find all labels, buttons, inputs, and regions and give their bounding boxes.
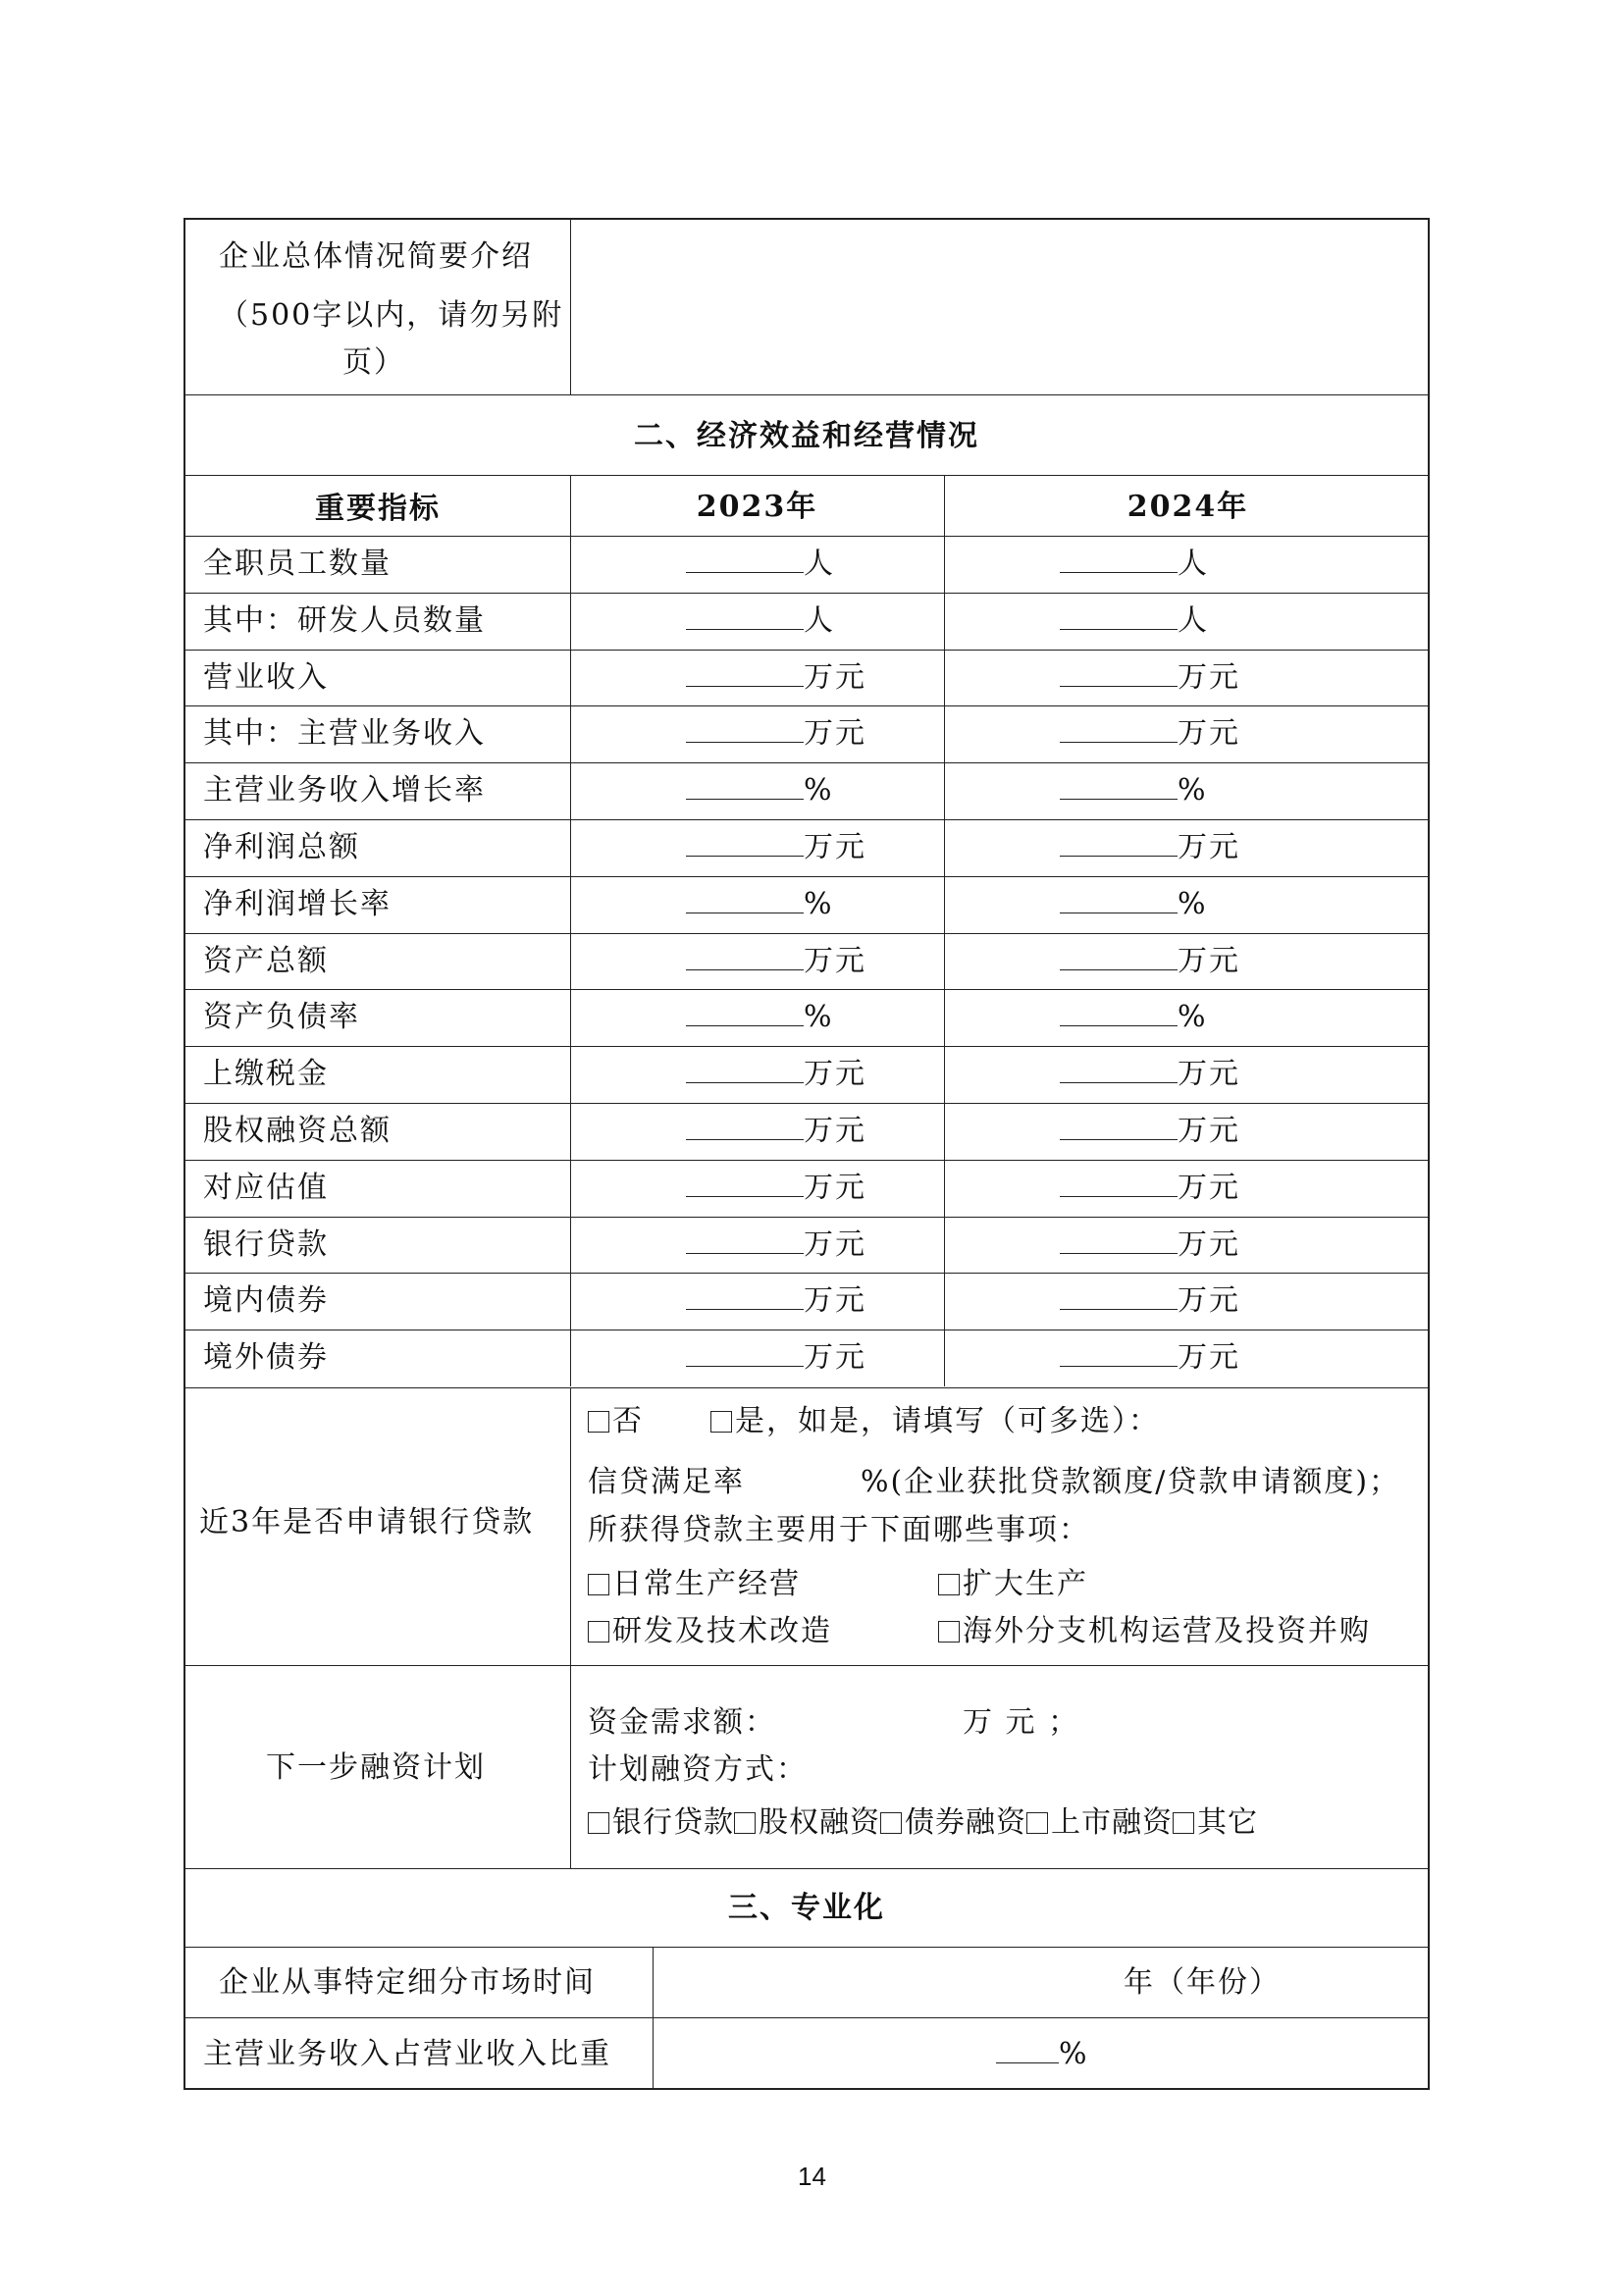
value-2023-unit: %: [804, 886, 834, 921]
value-2024-blank[interactable]: [1060, 1169, 1178, 1197]
indicator-label: 主营业务收入增长率: [203, 773, 486, 808]
opt3-checkbox[interactable]: [588, 1621, 609, 1643]
value-2023-unit: 人: [804, 602, 835, 638]
value-2023-blank[interactable]: [686, 942, 804, 970]
indicator-label: 银行贷款: [203, 1226, 329, 1262]
table-row: [185, 876, 1428, 933]
value-2024-unit: 万元: [1178, 1170, 1240, 1205]
indicator-label: 股权融资总额: [203, 1114, 392, 1148]
demand-unit: 万 元 ；: [963, 1705, 1080, 1740]
value-2024-unit: %: [1178, 773, 1208, 808]
indicator-label: 上缴税金: [203, 1057, 329, 1092]
value-2023: [686, 1226, 866, 1265]
value-2023-blank[interactable]: [686, 1226, 804, 1254]
value-2024: [1060, 1281, 1240, 1321]
loan-label: 近3年是否申请银行贷款: [199, 1505, 535, 1539]
value-2024: [1060, 601, 1209, 641]
value-2023: [686, 942, 866, 981]
method-options: [588, 1803, 1258, 1843]
table-row: [185, 1046, 1428, 1103]
value-2024: [1060, 942, 1240, 981]
value-2023: [686, 885, 834, 924]
table-row: [185, 705, 1428, 762]
value-2024-unit: 万元: [1178, 659, 1240, 695]
table-row: [185, 819, 1428, 876]
no-label: 否: [612, 1404, 644, 1438]
loan-opt4-wrap: [938, 1612, 1371, 1651]
value-2024-blank[interactable]: [1060, 1226, 1178, 1254]
table-row: [185, 593, 1428, 650]
opt2-label: 扩大生产: [963, 1567, 1088, 1601]
spec-time-value[interactable]: 年（年份）: [1124, 1965, 1281, 2000]
value-2024: [1060, 1055, 1240, 1094]
indicator-label: 资产负债率: [203, 1000, 360, 1035]
value-2024-blank[interactable]: [1060, 885, 1178, 913]
indicator-label: 全职员工数量: [203, 547, 392, 581]
financing-label: 下一步融资计划: [266, 1750, 486, 1785]
page-number: 14: [798, 2162, 826, 2191]
method-checkbox[interactable]: [880, 1812, 902, 1834]
credit-rate-label: 信贷满足率: [588, 1465, 745, 1499]
credit-rate-note: %(企业获批贷款额度/贷款申请额度)；: [861, 1465, 1401, 1499]
intro-input-area[interactable]: [572, 220, 1428, 394]
indicator-label: 净利润总额: [203, 830, 360, 864]
table-row: [185, 933, 1428, 990]
value-2024-blank[interactable]: [1060, 714, 1178, 743]
method-label: 计划融资方式：: [588, 1752, 808, 1787]
loan-row: [185, 1387, 1428, 1665]
value-2024: [1060, 828, 1240, 867]
value-2024-unit: 万元: [1178, 1114, 1240, 1148]
value-2023-blank[interactable]: [686, 998, 804, 1026]
method-option-label: 债券融资: [905, 1805, 1026, 1840]
method-checkbox[interactable]: [1026, 1812, 1048, 1834]
value-2024: [1060, 714, 1240, 754]
value-2024: [1060, 771, 1208, 810]
value-2024-unit: 万元: [1178, 1057, 1240, 1092]
value-2024-blank[interactable]: [1060, 998, 1178, 1026]
section2-title: 二、经济效益和经营情况: [634, 419, 979, 453]
value-2023: [686, 1169, 866, 1208]
value-2024-blank[interactable]: [1060, 1112, 1178, 1140]
yes-label: 是，如是，请填写（可多选）：: [735, 1404, 1160, 1438]
value-2023: [686, 998, 834, 1037]
form-table: [183, 218, 1430, 2090]
value-2024-unit: 万元: [1178, 1283, 1240, 1319]
financing-row: [185, 1665, 1428, 1868]
indicator-label: 营业收入: [203, 659, 329, 695]
value-2023-blank[interactable]: [686, 601, 804, 630]
value-2023-unit: 万元: [804, 1057, 866, 1092]
value-2023-unit: 万元: [804, 659, 866, 695]
spec-ratio-blank[interactable]: [996, 2035, 1059, 2063]
value-2024: [1060, 885, 1208, 924]
value-2023: [686, 1281, 866, 1321]
value-2023-blank[interactable]: [686, 1281, 804, 1310]
value-2023: [686, 1055, 866, 1094]
intro-row: [185, 220, 1428, 394]
table-row: [185, 1330, 1428, 1386]
value-2023-blank[interactable]: [686, 1055, 804, 1083]
method-checkbox[interactable]: [734, 1812, 756, 1834]
header-2024: 2024年: [1126, 490, 1249, 524]
table2-header-row: [185, 475, 1428, 536]
value-2023-unit: 万元: [804, 1340, 866, 1376]
method-option-label: 其它: [1197, 1805, 1258, 1840]
demand-label: 资金需求额：: [588, 1705, 776, 1740]
value-2024-unit: 人: [1178, 547, 1209, 581]
value-2024: [1060, 1338, 1240, 1378]
value-2023-unit: 万元: [804, 1283, 866, 1319]
intro-label-line1: 企业总体情况简要介绍: [219, 239, 533, 274]
value-2024-blank[interactable]: [1060, 658, 1178, 687]
value-2023-blank[interactable]: [686, 1338, 804, 1367]
value-2024-blank[interactable]: [1060, 942, 1178, 970]
indicator-label: 境外债券: [203, 1340, 329, 1376]
value-2023-unit: 万元: [804, 1226, 866, 1262]
intro-label-line2: （500字以内，请勿另附: [219, 298, 564, 333]
value-2023-unit: 人: [804, 547, 835, 581]
value-2024-blank[interactable]: [1060, 771, 1178, 800]
table-row: [185, 650, 1428, 706]
spec-row-time: [185, 1947, 1428, 2017]
indicator-label: 其中：研发人员数量: [203, 602, 486, 638]
value-2024: [1060, 1112, 1240, 1151]
opt4-checkbox[interactable]: [938, 1621, 960, 1643]
value-2024: [1060, 1169, 1240, 1208]
value-2023: [686, 828, 866, 867]
value-2024-unit: %: [1178, 886, 1208, 921]
loan-opt1-wrap: [588, 1565, 801, 1604]
value-2024-blank[interactable]: [1060, 1281, 1178, 1310]
value-2024-unit: 万元: [1178, 1340, 1240, 1376]
value-2024-unit: 人: [1178, 602, 1209, 638]
value-2023-unit: 万元: [804, 943, 866, 978]
value-2023-unit: %: [804, 773, 834, 808]
loan-opt2-wrap: [938, 1565, 1088, 1604]
spec-time-label: 企业从事特定细分市场时间: [219, 1965, 596, 2000]
indicator-label: 净利润增长率: [203, 886, 392, 921]
value-2024-blank[interactable]: [1060, 1338, 1178, 1367]
opt2-checkbox[interactable]: [938, 1574, 960, 1595]
value-2023: [686, 1112, 866, 1151]
method-option-label: 银行贷款: [612, 1805, 734, 1840]
value-2023-blank[interactable]: [686, 545, 804, 573]
indicator-label: 其中：主营业务收入: [203, 716, 486, 752]
value-2024-unit: 万元: [1178, 1226, 1240, 1262]
spec-ratio-unit: %: [1059, 2037, 1089, 2071]
value-2023-blank[interactable]: [686, 1112, 804, 1140]
value-2023: [686, 1338, 866, 1378]
no-checkbox[interactable]: [588, 1411, 609, 1433]
value-2023: [686, 771, 834, 810]
table-row: [185, 1160, 1428, 1217]
value-2023-unit: 万元: [804, 830, 866, 864]
spec-ratio-value-wrap: [996, 2035, 1089, 2074]
loan-use-question: 所获得贷款主要用于下面哪些事项：: [588, 1513, 1090, 1547]
loan-opt3-wrap: [588, 1612, 832, 1651]
table-row: [185, 989, 1428, 1046]
value-2024-blank[interactable]: [1060, 828, 1178, 857]
value-2023: [686, 714, 866, 754]
demand-line: [588, 1703, 1079, 1743]
method-option-label: 股权融资: [759, 1805, 880, 1840]
value-2024-blank[interactable]: [1060, 601, 1178, 630]
header-2023: 2023年: [696, 490, 818, 524]
section2-title-row: [185, 394, 1428, 475]
value-2023-blank[interactable]: [686, 885, 804, 913]
value-2023-unit: %: [804, 1000, 834, 1035]
table-row: [185, 1217, 1428, 1274]
table-row: [185, 1273, 1428, 1330]
opt4-label: 海外分支机构运营及投资并购: [963, 1614, 1371, 1648]
value-2024-blank[interactable]: [1060, 545, 1178, 573]
value-2023-unit: 万元: [804, 1170, 866, 1205]
value-2024-unit: 万元: [1178, 716, 1240, 752]
indicator-label: 资产总额: [203, 943, 329, 978]
method-checkbox[interactable]: [1173, 1812, 1194, 1834]
value-2024: [1060, 998, 1208, 1037]
value-2024: [1060, 658, 1240, 698]
table-row: [185, 1103, 1428, 1160]
value-2024-unit: 万元: [1178, 943, 1240, 978]
value-2024: [1060, 545, 1209, 584]
opt3-label: 研发及技术改造: [612, 1614, 832, 1648]
value-2023-unit: 万元: [804, 716, 866, 752]
yes-checkbox[interactable]: [710, 1411, 732, 1433]
opt1-checkbox[interactable]: [588, 1574, 609, 1595]
table-row: [185, 762, 1428, 819]
indicator-label: 对应估值: [203, 1170, 329, 1205]
opt1-label: 日常生产经营: [612, 1567, 801, 1601]
value-2023-blank[interactable]: [686, 828, 804, 857]
spec-ratio-label: 主营业务收入占营业收入比重: [203, 2037, 611, 2071]
value-2023: [686, 601, 835, 641]
section3-title-row: [185, 1868, 1428, 1947]
value-2023-blank[interactable]: [686, 1169, 804, 1197]
header-indicator: 重要指标: [315, 492, 441, 526]
value-2023-blank[interactable]: [686, 771, 804, 800]
value-2024-unit: %: [1178, 1000, 1208, 1035]
value-2023: [686, 545, 835, 584]
value-2023-blank[interactable]: [686, 658, 804, 687]
credit-rate-line: [588, 1463, 1400, 1502]
table-row: [185, 536, 1428, 593]
indicator-label: 境内债券: [203, 1283, 329, 1319]
value-2024-blank[interactable]: [1060, 1055, 1178, 1083]
intro-label-line3: 页）: [342, 345, 405, 380]
value-2024-unit: 万元: [1178, 830, 1240, 864]
spec-row-ratio: [185, 2017, 1428, 2090]
value-2023-unit: 万元: [804, 1114, 866, 1148]
value-2023-blank[interactable]: [686, 714, 804, 743]
loan-answer-line: [588, 1402, 1160, 1441]
value-2023: [686, 658, 866, 698]
value-2024: [1060, 1226, 1240, 1265]
method-checkbox[interactable]: [588, 1812, 609, 1834]
method-option-label: 上市融资: [1051, 1805, 1173, 1840]
section3-title: 三、专业化: [728, 1891, 885, 1925]
